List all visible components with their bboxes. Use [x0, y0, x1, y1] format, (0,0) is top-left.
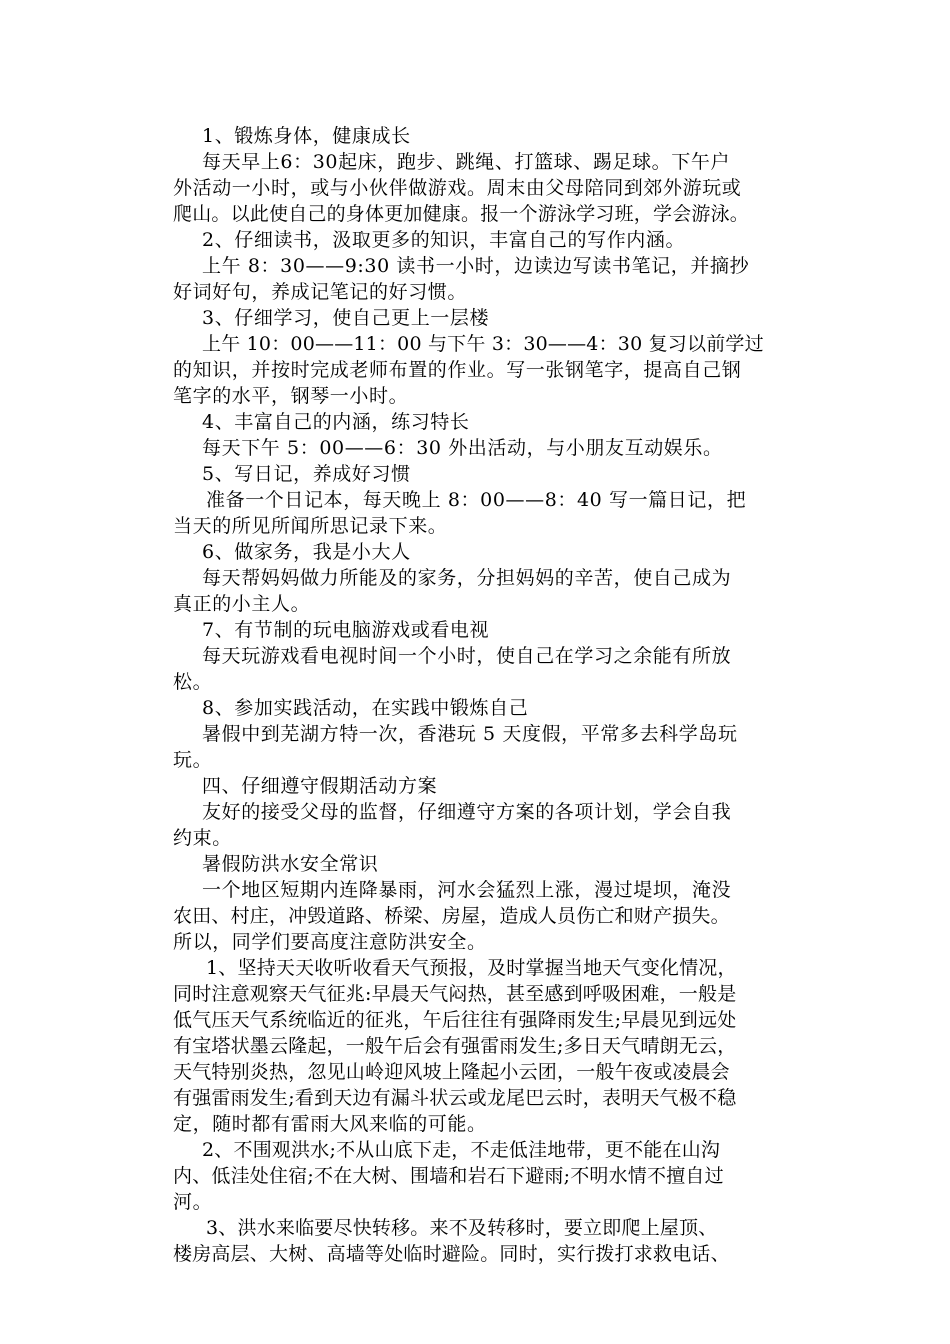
heading-reading: 2、仔细读书，汲取更多的知识，丰富自己的写作内涵。: [202, 229, 686, 251]
flood-tip-2: 2、不围观洪水;不从山底下走，不走低洼地带，更不能在山沟: [202, 1139, 721, 1161]
paragraph-line: 好词好句，养成记笔记的好习惯。: [173, 281, 468, 303]
paragraph-line: 所以，同学们要高度注意防洪安全。: [173, 931, 487, 953]
paragraph-line: 有宝塔状墨云隆起，一般午后会有强雷雨发生;多日天气晴朗无云，: [173, 1035, 737, 1057]
flood-tip-3: 3、洪水来临要尽快转移。来不及转移时，要立即爬上屋顶、: [206, 1217, 718, 1239]
paragraph-line: 每天帮妈妈做力所能及的家务，分担妈妈的辛苦，使自己成为: [202, 567, 732, 589]
paragraph-line: 真正的小主人。: [173, 593, 311, 615]
heading-games: 7、有节制的玩电脑游戏或看电视: [202, 619, 490, 641]
heading-housework: 6、做家务，我是小大人: [202, 541, 411, 563]
paragraph-line: 天气特别炎热，忽见山岭迎风坡上隆起小云团，一般午夜或凌晨会: [173, 1061, 730, 1083]
paragraph-line: 每天下午 5：00——6：30 外出活动，与小朋友互动娱乐。: [202, 437, 723, 459]
heading-talent: 4、丰富自己的内涵，练习特长: [202, 411, 470, 433]
paragraph-line: 有强雷雨发生;看到天边有漏斗状云或龙尾巴云时，表明天气极不稳: [173, 1087, 737, 1109]
paragraph-line: 玩。: [173, 749, 213, 771]
heading-practice: 8、参加实践活动，在实践中锻炼自己: [202, 697, 529, 719]
paragraph-line: 河。: [173, 1191, 213, 1213]
paragraph-line: 暑假中到芜湖方特一次，香港玩 5 天度假，平常多去科学岛玩: [202, 723, 738, 745]
paragraph-line: 友好的接受父母的监督，仔细遵守方案的各项计划，学会自我: [202, 801, 732, 823]
paragraph-line: 同时注意观察天气征兆:早晨天气闷热，甚至感到呼吸困难，一般是: [173, 983, 737, 1005]
paragraph-line: 楼房高层、大树、高墙等处临时避险。同时，实行拨打求救电话、: [173, 1243, 730, 1265]
paragraph-line: 爬山。以此使自己的身体更加健康。报一个游泳学习班，学会游泳。: [173, 203, 750, 225]
paragraph-line: 笔字的水平，钢琴一小时。: [173, 385, 409, 407]
heading-exercise: 1、锻炼身体，健康成长: [202, 125, 411, 147]
paragraph-line: 外活动一小时，或与小伙伴做游戏。周末由父母陪同到郊外游玩或: [173, 177, 742, 199]
paragraph-line: 定，随时都有雷雨大风来临的可能。: [173, 1113, 487, 1135]
paragraph-line: 低气压天气系统临近的征兆，午后往往有强降雨发生;早晨见到远处: [173, 1009, 737, 1031]
paragraph-line: 上午 10：00——11：00 与下午 3：30——4：30 复习以前学过: [202, 333, 764, 355]
flood-tip-1: 1、坚持天天收听收看天气预报，及时掌握当地天气变化情况，: [206, 957, 737, 979]
heading-study: 3、仔细学习，使自己更上一层楼: [202, 307, 490, 329]
paragraph-line: 内、低洼处住宿;不在大树、围墙和岩石下避雨;不明水情不擅自过: [173, 1165, 724, 1187]
paragraph-line: 的知识，并按时完成老师布置的作业。写一张钢笔字，提高自己钢: [173, 359, 742, 381]
paragraph-line: 当天的所见所闻所思记录下来。: [173, 515, 448, 537]
paragraph-line: 每天玩游戏看电视时间一个小时，使自己在学习之余能有所放: [202, 645, 732, 667]
section-title-flood-safety: 暑假防洪水安全常识: [202, 853, 379, 875]
heading-plan: 四、仔细遵守假期活动方案: [202, 775, 438, 797]
paragraph-line: 每天早上6：30起床，跑步、跳绳、打篮球、踢足球。下午户: [202, 151, 731, 173]
paragraph-line: 一个地区短期内连降暴雨，河水会猛烈上涨，漫过堤坝，淹没: [202, 879, 732, 901]
paragraph-line: 上午 8：30——9:30 读书一小时，边读边写读书笔记，并摘抄: [202, 255, 750, 277]
paragraph-line: 松。: [173, 671, 213, 693]
paragraph-line: 农田、村庄，冲毁道路、桥梁、房屋，造成人员伤亡和财产损失。: [173, 905, 730, 927]
paragraph-line: 约束。: [173, 827, 232, 849]
heading-diary: 5、写日记，养成好习惯: [202, 463, 411, 485]
paragraph-line: 准备一个日记本，每天晚上 8：00——8：40 写一篇日记，把: [206, 489, 747, 511]
